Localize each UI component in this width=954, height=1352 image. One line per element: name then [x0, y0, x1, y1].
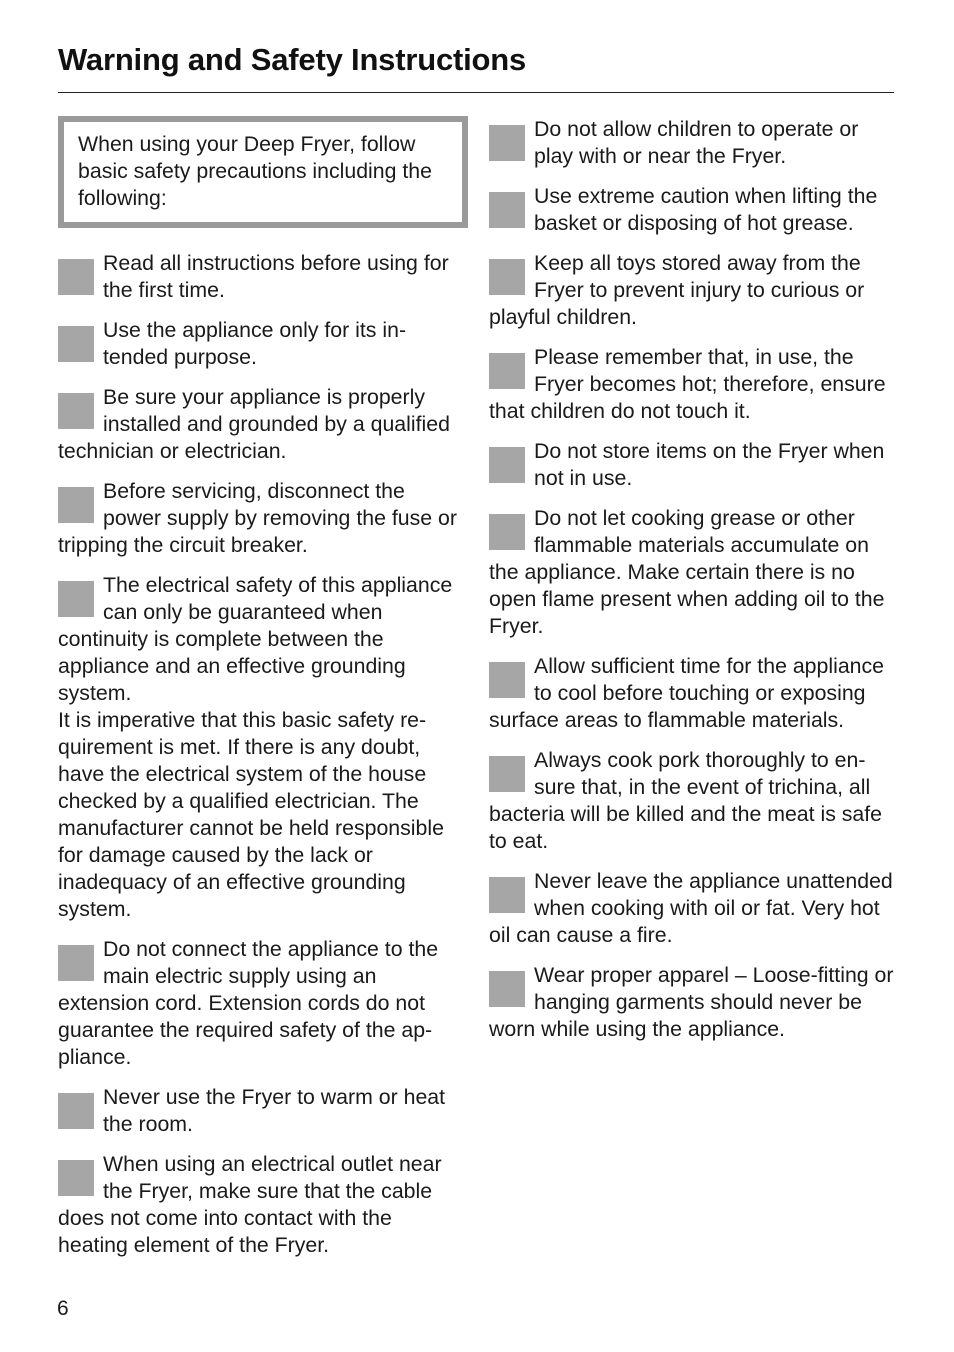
safety-item [489, 250, 895, 331]
safety-item-text: Never leave the appliance unattended when cooking with oil or fat. Very hot oil can cause a fire. [489, 869, 893, 947]
bullet-square-icon [489, 447, 525, 483]
title-divider [58, 92, 894, 93]
safety-item-text: Please remember that, in use, the Fryer becomes hot; therefore, ensure that children do not touch it. [489, 345, 886, 423]
bullet-square-icon [489, 877, 525, 913]
safety-item [489, 505, 895, 640]
safety-item [58, 1084, 460, 1138]
safety-item-text: Do not let cooking grease or other flammable materials accumulate on the appliance. Make certain there is no open flame present when adding oil to the Fryer. [489, 506, 885, 638]
safety-item-text: Use the appliance only for its intended purpose. [103, 318, 407, 369]
bullet-square-icon [489, 514, 525, 550]
safety-item-text: Wear proper apparel – Loose-fitting or hanging garments should never be worn while using the appliance. [489, 963, 894, 1041]
safety-item-text: Use extreme caution when lifting the basket or disposing of hot grease. [534, 184, 878, 235]
safety-item-text: Allow sufficient time for the appliance to cool before touching or exposing surface areas to flammable materials. [489, 654, 885, 732]
safety-item [58, 936, 460, 1071]
safety-item-text: Be sure your appliance is properly installed and grounded by a qualified technician or electrician. [58, 385, 450, 463]
safety-item [489, 962, 895, 1043]
safety-item [489, 183, 895, 237]
right-column [489, 116, 895, 1056]
bullet-square-icon [58, 1160, 94, 1196]
bullet-square-icon [489, 353, 525, 389]
bullet-square-icon [58, 1093, 94, 1129]
safety-item [489, 438, 895, 492]
bullet-square-icon [489, 259, 525, 295]
bullet-square-icon [58, 393, 94, 429]
safety-item-text: Do not allow children to operate or play with or near the Fryer. [534, 117, 859, 168]
bullet-square-icon [489, 662, 525, 698]
bullet-square-icon [58, 326, 94, 362]
safety-item-text: Before servicing, disconnect the power supply by removing the fuse or tripping the circuit breaker. [58, 479, 457, 557]
safety-item-grounding [58, 572, 460, 923]
bullet-square-icon [489, 125, 525, 161]
bullet-square-icon [58, 945, 94, 981]
safety-item [58, 478, 460, 559]
bullet-square-icon [58, 581, 94, 617]
bullet-square-icon [489, 971, 525, 1007]
bullet-square-icon [489, 756, 525, 792]
intro-box: When using your Deep Fryer, follow basic safety precautions including the following: [58, 116, 468, 228]
safety-item [489, 116, 895, 170]
left-column [58, 116, 460, 1272]
safety-item-text: When using an electrical outlet near the Fryer, make sure that the cable does not come into contact with the heating element of the Fryer. [58, 1152, 442, 1257]
safety-item-text: The electrical safety of this appliance can only be guaranteed when continuity is complete between the appliance and an effective grounding system. It is imperative that this basic safety requirement is met. If there is any doubt, have the electrical system of the house checked by a qualified electrician. The manufacturer cannot be held responsible for damage caused by the lack or inadequacy of an effective grounding system. [58, 573, 453, 921]
safety-item [489, 344, 895, 425]
safety-item [489, 653, 895, 734]
safety-item [489, 747, 895, 855]
safety-item [58, 384, 460, 465]
bullet-square-icon [58, 259, 94, 295]
safety-item-text: Read all instructions before using for the first time. [103, 251, 449, 302]
safety-item [489, 868, 895, 949]
bullet-square-icon [58, 487, 94, 523]
safety-item-text: Always cook pork thoroughly to ensure that, in the event of trichina, all bacteria will be killed and the meat is safe to eat. [489, 748, 883, 853]
page-title: Warning and Safety Instructions [58, 42, 527, 77]
safety-item-text: Never use the Fryer to warm or heat the room. [103, 1085, 446, 1136]
page-number: 6 [57, 1297, 69, 1320]
safety-item-text: Keep all toys stored away from the Fryer to prevent injury to curious or playful children. [489, 251, 865, 329]
safety-item [58, 317, 460, 371]
safety-item [58, 250, 460, 304]
bullet-square-icon [489, 192, 525, 228]
safety-item [58, 1151, 460, 1259]
safety-item-text: Do not connect the appliance to the main electric supply using an extension cord. Extension cords do not guarantee the required safety of the appliance. [58, 937, 439, 1069]
safety-item-text: Do not store items on the Fryer when not in use. [534, 439, 885, 490]
